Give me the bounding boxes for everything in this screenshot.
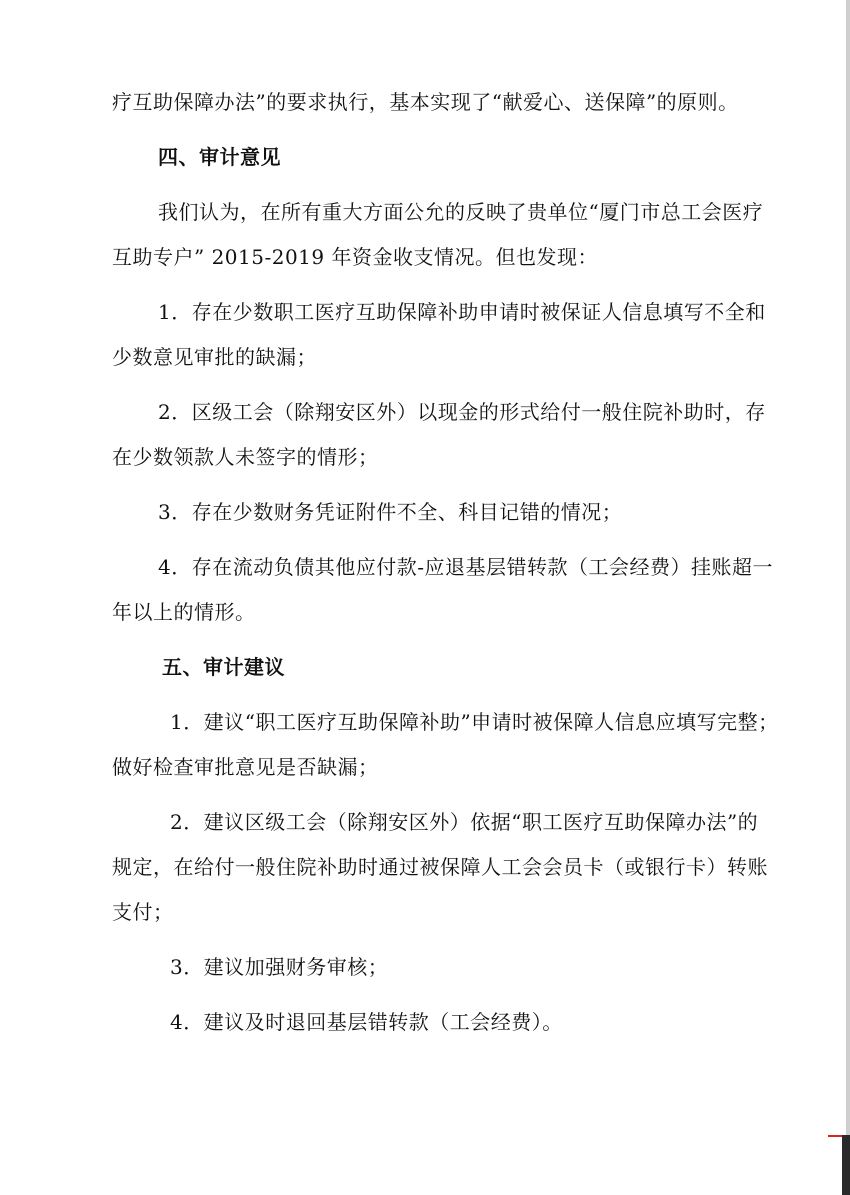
body-line: 4．存在流动负债其他应付款-应退基层错转款（工会经费）挂账超一	[158, 555, 773, 579]
body-line: 我们认为，在所有重大方面公允的反映了贵单位“厦门市总工会医疗	[158, 200, 764, 224]
body-line: 在少数领款人未签字的情形；	[112, 445, 379, 469]
body-line: 3．建议加强财务审核；	[170, 955, 389, 979]
body-line: 2．区级工会（除翔安区外）以现金的形式给付一般住院补助时，存	[158, 400, 766, 424]
body-line: 年以上的情形。	[112, 600, 256, 624]
body-line: 1．存在少数职工医疗互助保障补助申请时被保证人信息填写不全和	[158, 300, 766, 324]
body-line: 1．建议“职工医疗互助保障补助”申请时被保障人信息应填写完整；	[170, 710, 779, 734]
body-line: 规定，在给付一般住院补助时通过被保障人工会会员卡（或银行卡）转账	[112, 855, 768, 879]
body-line: 少数意见审批的缺漏；	[112, 345, 317, 369]
scan-edge-mark	[842, 1135, 850, 1195]
body-line: 3．存在少数财务凭证附件不全、科目记错的情况；	[158, 500, 623, 524]
scan-red-mark	[828, 1135, 842, 1137]
section-heading: 四、审计意见	[158, 145, 281, 169]
section-heading: 五、审计建议	[162, 655, 285, 679]
body-line: 疗互助保障办法”的要求执行，基本实现了“献爱心、送保障”的原则。	[112, 90, 739, 114]
body-line: 做好检查审批意见是否缺漏；	[112, 755, 379, 779]
body-line: 支付；	[112, 900, 174, 924]
page-edge-shadow	[846, 0, 850, 1195]
body-line: 2．建议区级工会（除翔安区外）依据“职工医疗互助保障办法”的	[170, 810, 759, 834]
body-line: 互助专户” 2015-2019 年资金收支情况。但也发现：	[112, 245, 598, 269]
body-line: 4．建议及时退回基层错转款（工会经费）。	[170, 1010, 563, 1034]
